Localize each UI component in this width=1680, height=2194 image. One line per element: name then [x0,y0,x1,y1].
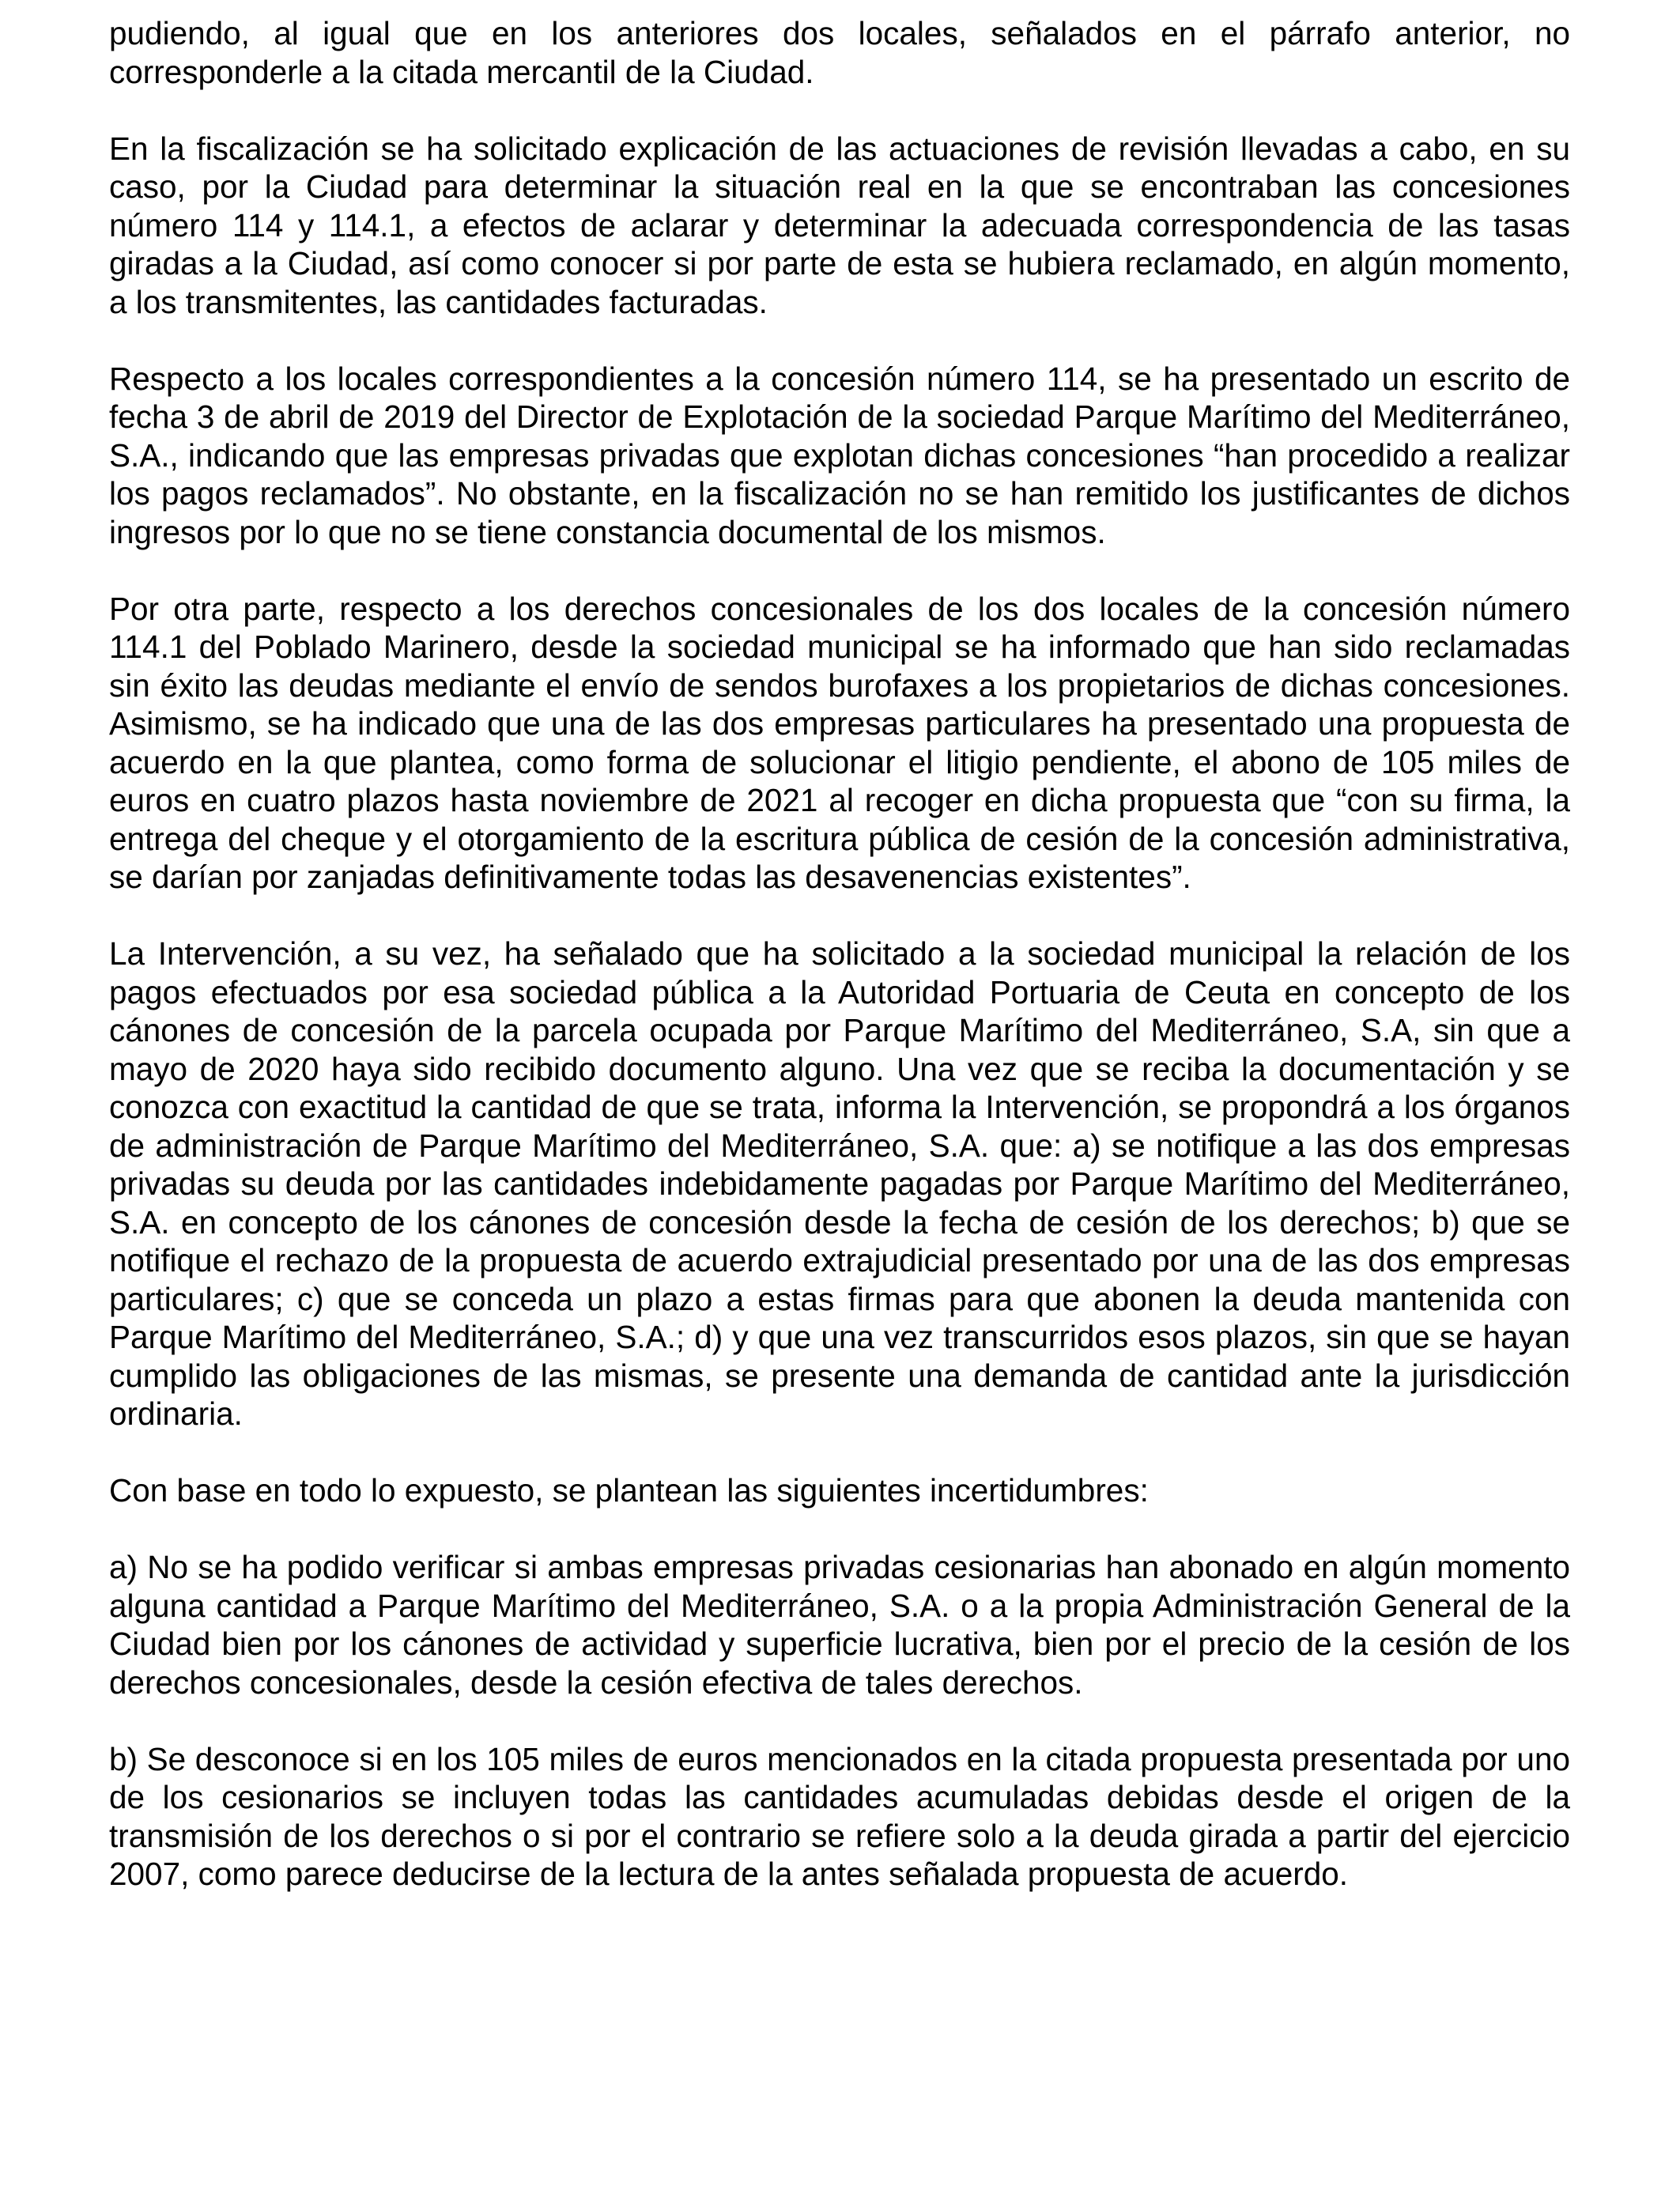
paragraph-incertidumbre-a: a) No se ha podido verificar si ambas empresas privadas cesionarias han abonado en algún momento alguna cantidad a Parque Marítimo del Mediterráneo, S.A. o a la propia Administración General de la Ciudad bien por los cánones de actividad y superficie lucrativa, bien por el precio de la cesión de los derechos concesionales, desde la cesión efectiva de tales derechos. [109,1549,1570,1701]
paragraph-continuation: pudiendo, al igual que en los anteriores dos locales, señalados en el párrafo anterior, no corresponderle a la citada mercantil de la Ciudad. [109,15,1570,90]
document-body [109,14,1570,1894]
paragraph-intervencion: La Intervención, a su vez, ha señalado que ha solicitado a la sociedad municipal la relación de los pagos efectuados por esa sociedad pública a la Autoridad Portuaria de Ceuta en concepto de los cánones de concesión de la parcela ocupada por Parque Marítimo del Mediterráneo, S.A, sin que a mayo de 2020 haya sido recibido documento alguno. Una vez que se reciba la documentación y se conozca con exactitud la cantidad de que se trata, informa la Intervención, se propondrá a los órganos de administración de Parque Marítimo del Mediterráneo, S.A. que: a) se notifique a las dos empresas privadas su deuda por las cantidades indebidamente pagadas por Parque Marítimo del Mediterráneo, S.A. en concepto de los cánones de concesión desde la fecha de cesión de los derechos; b) que se notifique el rechazo de la propuesta de acuerdo extrajudicial presentado por una de las dos empresas particulares; c) que se conceda un plazo a estas firmas para que abonen la deuda mantenida con Parque Marítimo del Mediterráneo, S.A.; d) y que una vez transcurridos esos plazos, sin que se hayan cumplido las obligaciones de las mismas, se presente una demanda de cantidad ante la jurisdicción ordinaria. [109,935,1570,1432]
paragraph-fiscalizacion-request: En la fiscalización se ha solicitado explicación de las actuaciones de revisión llevadas a cabo, en su caso, por la Ciudad para determinar la situación real en la que se encontraban las concesiones número 114 y 114.1, a efectos de aclarar y determinar la adecuada correspondencia de las tasas giradas a la Ciudad, así como conocer si por parte de esta se hubiera reclamado, en algún momento, a los transmitentes, las cantidades facturadas. [109,130,1570,320]
paragraph-concesion-114: Respecto a los locales correspondientes a la concesión número 114, se ha presentado un escrito de fecha 3 de abril de 2019 del Director de Explotación de la sociedad Parque Marítimo del Mediterráneo, S.A., indicando que las empresas privadas que explotan dichas concesiones “han procedido a realizar los pagos reclamados”. No obstante, en la fiscalización no se han remitido los justificantes de dichos ingresos por lo que no se tiene constancia documental de los mismos. [109,360,1570,550]
paragraph-concesion-114-1: Por otra parte, respecto a los derechos concesionales de los dos locales de la concesión número 114.1 del Poblado Marinero, desde la sociedad municipal se ha informado que han sido reclamadas sin éxito las deudas mediante el envío de sendos burofaxes a los propietarios de dichas concesiones. Asimismo, se ha indicado que una de las dos empresas particulares ha presentado una propuesta de acuerdo en la que plantea, como forma de solucionar el litigio pendiente, el abono de 105 miles de euros en cuatro plazos hasta noviembre de 2021 al recoger en dicha propuesta que “con su firma, la entrega del cheque y el otorgamiento de la escritura pública de cesión de la concesión administrativa, se darían por zanjadas definitivamente todas las desavenencias existentes”. [109,590,1570,895]
paragraph-incertidumbre-b: b) Se desconoce si en los 105 miles de euros mencionados en la citada propuesta presentada por uno de los cesionarios se incluyen todas las cantidades acumuladas debidas desde el origen de la transmisión de los derechos o si por el contrario se refiere solo a la deuda girada a partir del ejercicio 2007, como parece deducirse de la lectura de la antes señalada propuesta de acuerdo. [109,1740,1570,1892]
paragraph-incertidumbres-intro: Con base en todo lo expuesto, se plantean las siguientes incertidumbres: [109,1472,1149,1509]
